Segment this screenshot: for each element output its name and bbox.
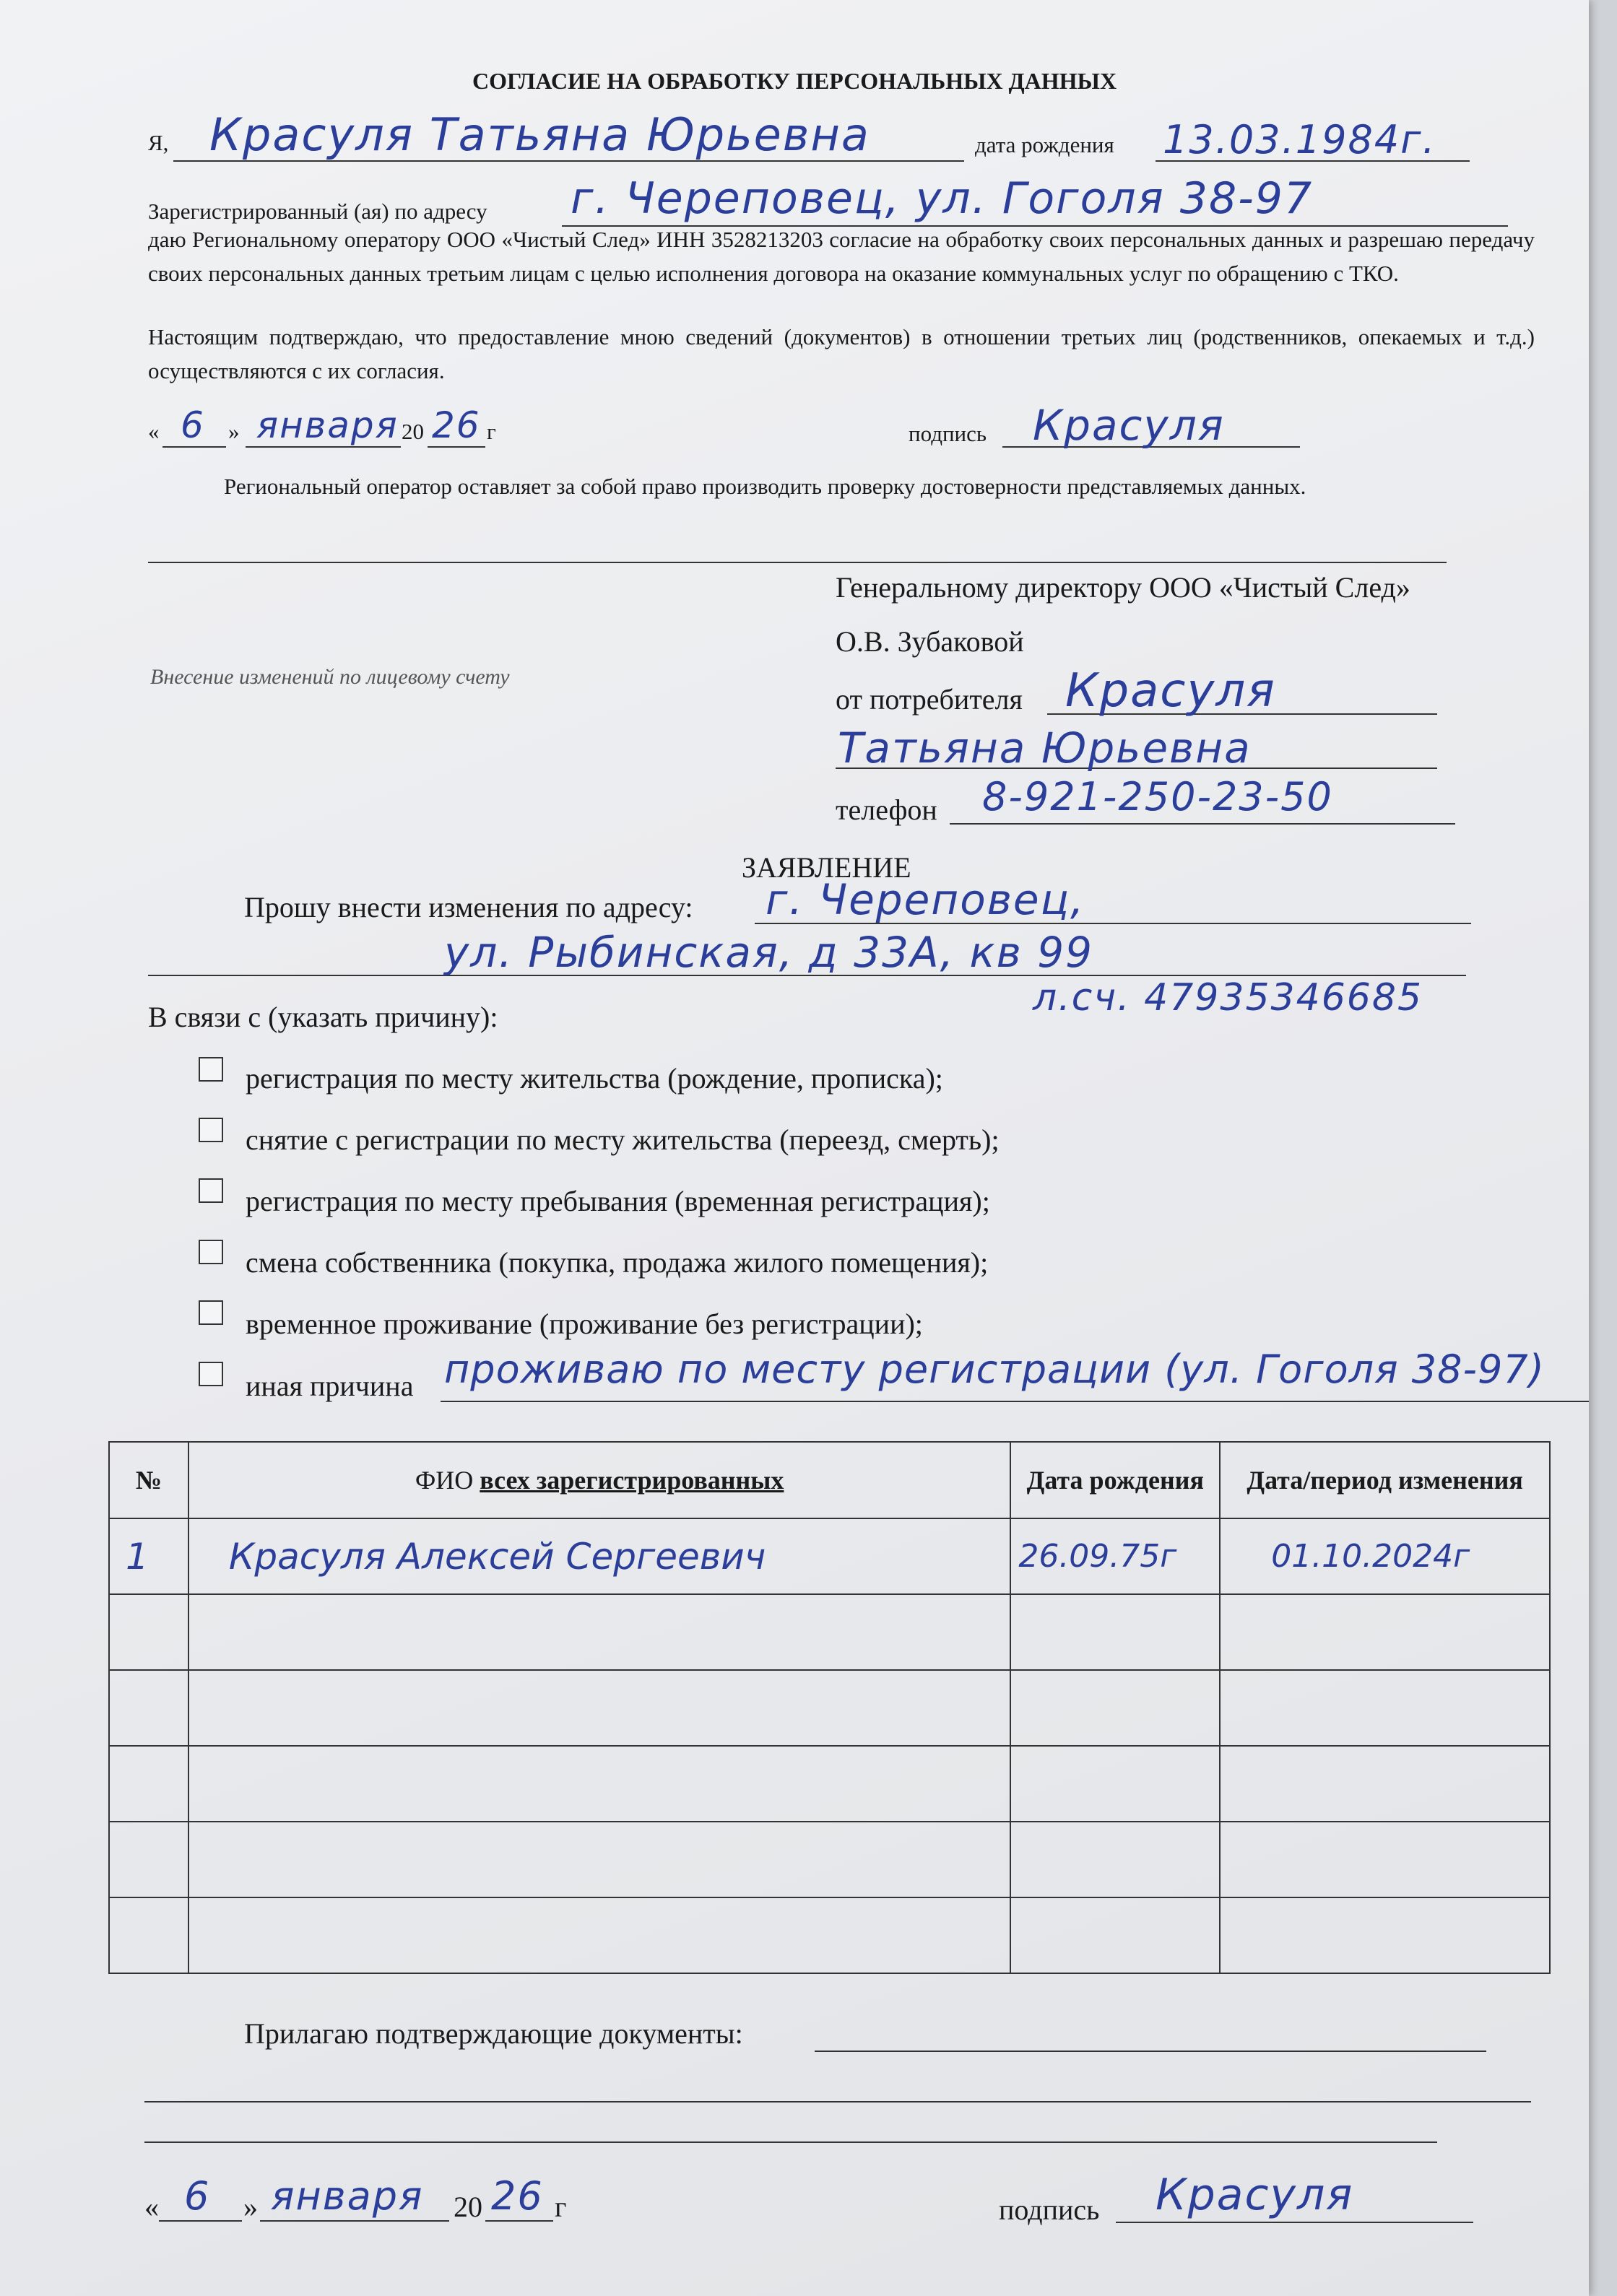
footer-day-handwritten: 6 — [184, 2173, 211, 2219]
row-period — [1220, 1822, 1550, 1897]
row-period — [1220, 1897, 1550, 1973]
reason-label-2: снятие с регистрации по месту жительства (переезд, смерть); — [246, 1123, 1000, 1156]
address-handwritten-2: ул. Рыбинская, д 33А, кв 99 — [444, 928, 1093, 977]
footer-month-handwritten: января — [271, 2173, 424, 2219]
date-year-prefix: 20 — [402, 419, 424, 444]
other-reason-handwritten: проживаю по месту регистрации (ул. Гоголя 38-97) — [444, 1347, 1545, 1392]
table-row — [109, 1518, 1550, 1594]
reason-label-5: временное проживание (проживание без регистрации); — [246, 1308, 923, 1340]
reason-checkbox-1[interactable] — [199, 1057, 223, 1082]
signature-handwritten: Красуля — [1033, 401, 1225, 450]
row-dob — [1010, 1897, 1220, 1973]
attachments-underline-3 — [144, 2141, 1437, 2143]
full-name-handwritten: Красуля Татьяна Юрьевна — [209, 108, 870, 161]
registered-persons-table — [108, 1441, 1551, 1974]
footer-year-underline — [485, 2220, 553, 2222]
header-num: № — [109, 1442, 188, 1518]
attachments-underline-1 — [815, 2051, 1486, 2052]
row-dob — [1010, 1670, 1220, 1746]
row-num — [109, 1594, 188, 1670]
table-row — [109, 1670, 1550, 1746]
from-handwritten-1: Красуля — [1065, 664, 1276, 718]
footer-open-quote: « — [144, 2191, 159, 2223]
section-divider — [148, 562, 1447, 563]
row-dob: 26.09.75г — [1010, 1518, 1220, 1594]
reason-label: В связи с (указать причину): — [148, 1001, 498, 1033]
row-dob — [1010, 1746, 1220, 1822]
reason-checkbox-5[interactable] — [199, 1300, 223, 1325]
row-num — [109, 1897, 188, 1973]
signature-label: подпись — [909, 421, 987, 446]
reason-label-6: иная причина — [246, 1370, 414, 1402]
header-name-prefix: ФИО — [415, 1466, 474, 1495]
addressee-line-1: Генеральному директору ООО «Чистый След» — [836, 571, 1410, 604]
date-year-suffix: г — [487, 419, 496, 444]
reason-label-4: смена собственника (покупка, продажа жилого помещения); — [246, 1246, 989, 1279]
footer-signature-handwritten: Красуля — [1156, 2170, 1354, 2220]
table-row — [109, 1594, 1550, 1670]
date-month-underline — [246, 446, 401, 448]
reason-checkbox-4[interactable] — [199, 1240, 223, 1264]
row-name — [188, 1897, 1010, 1973]
phone-label: телефон — [836, 793, 937, 826]
reason-label-1: регистрация по месту жительства (рождение, прописка); — [246, 1062, 943, 1095]
footer-year-suffix: г — [555, 2191, 567, 2223]
date-year-handwritten: 26 — [432, 404, 481, 446]
from-label: от потребителя — [836, 683, 1023, 716]
footer-close-quote: » — [243, 2191, 258, 2223]
row-name: Красуля Алексей Сергеевич — [188, 1518, 1010, 1594]
operator-note: Региональный оператор оставляет за собой право производить проверку достоверности представляемых данных. — [224, 474, 1306, 499]
i-label: Я, — [148, 130, 169, 155]
row-dob — [1010, 1594, 1220, 1670]
phone-underline — [950, 823, 1455, 825]
side-note: Внесение изменений по лицевому счету — [150, 665, 510, 689]
date-close-quote: » — [228, 419, 240, 444]
registered-address-handwritten: г. Череповец, ул. Гоголя 38-97 — [571, 173, 1314, 224]
date-year-underline — [428, 446, 485, 448]
row-num — [109, 1822, 188, 1897]
header-dob: Дата рождения — [1010, 1442, 1220, 1518]
date-day-handwritten: 6 — [181, 404, 205, 446]
other-reason-underline — [441, 1401, 1589, 1402]
consent-title: СОГЛАСИЕ НА ОБРАБОТКУ ПЕРСОНАЛЬНЫХ ДАННЫХ — [472, 68, 1117, 94]
dob-label: дата рождения — [975, 132, 1114, 157]
row-period — [1220, 1746, 1550, 1822]
footer-day-underline — [159, 2220, 242, 2222]
addressee-line-2: О.В. Зубаковой — [836, 625, 1024, 658]
row-period: 01.10.2024г — [1220, 1518, 1550, 1594]
attachments-label: Прилагаю подтверждающие документы: — [244, 2017, 743, 2050]
table-row — [109, 1822, 1550, 1897]
request-label: Прошу внести изменения по адресу: — [244, 891, 693, 923]
row-period — [1220, 1594, 1550, 1670]
footer-signature-underline — [1116, 2222, 1473, 2223]
row-name — [188, 1746, 1010, 1822]
row-num — [109, 1746, 188, 1822]
row-period — [1220, 1670, 1550, 1746]
header-name — [188, 1442, 1010, 1518]
footer-year-prefix: 20 — [454, 2191, 482, 2223]
row-name — [188, 1594, 1010, 1670]
date-open-quote: « — [148, 419, 160, 444]
row-num: 1 — [109, 1518, 188, 1594]
table-row — [109, 1746, 1550, 1822]
reason-checkbox-3[interactable] — [199, 1178, 223, 1203]
from-handwritten-2: Татьяна Юрьевна — [838, 723, 1252, 773]
attachments-underline-2 — [144, 2101, 1531, 2103]
dob-handwritten: 13.03.1984г. — [1163, 117, 1436, 162]
row-dob — [1010, 1822, 1220, 1897]
address-handwritten-1: г. Череповец, — [766, 875, 1085, 924]
phone-handwritten: 8-921-250-23-50 — [982, 774, 1333, 819]
reason-checkbox-6[interactable] — [199, 1362, 223, 1386]
header-period: Дата/период изменения — [1220, 1442, 1550, 1518]
row-num — [109, 1670, 188, 1746]
date-day-underline — [162, 446, 226, 448]
reason-label-3: регистрация по месту пребывания (временная регистрация); — [246, 1185, 990, 1217]
reason-checkbox-2[interactable] — [199, 1118, 223, 1142]
header-name-underlined: всех зарегистрированных — [480, 1466, 784, 1495]
footer-month-underline — [260, 2220, 449, 2222]
footer-year-handwritten: 26 — [491, 2173, 544, 2219]
table-row — [109, 1897, 1550, 1973]
registered-label: Зарегистрированный (ая) по адресу — [148, 199, 487, 224]
statement-title: ЗАЯВЛЕНИЕ — [742, 851, 911, 884]
row-name — [188, 1822, 1010, 1897]
consent-paragraph-2: Настоящим подтверждаю, что предоставление мною сведений (документов) в отношении третьих лиц (родственников, опекаемых и т.д.) осуществляются с их согласия. — [148, 324, 1535, 383]
account-handwritten: л.сч. 47935346685 — [1033, 976, 1423, 1019]
row-name — [188, 1670, 1010, 1746]
table-header-row — [109, 1442, 1550, 1518]
footer-signature-label: подпись — [999, 2193, 1100, 2226]
consent-paragraph-1: даю Региональному оператору ООО «Чистый След» ИНН 3528213203 согласие на обработку своих персональных данных и разрешаю передачу своих персональных данных третьим лицам с целью исполнения договора на оказание коммунальных услуг по обращению с ТКО. — [148, 227, 1535, 286]
date-month-handwritten: января — [256, 404, 399, 446]
